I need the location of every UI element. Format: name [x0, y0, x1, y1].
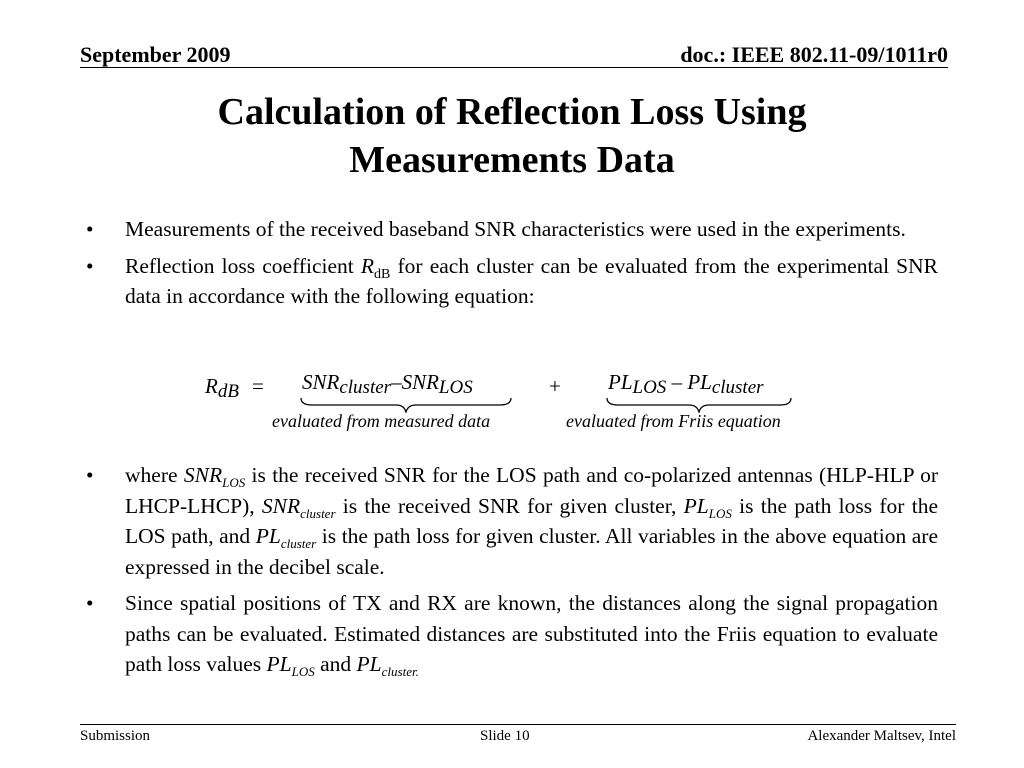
bullet-dot: • — [86, 217, 94, 241]
text: and — [314, 652, 357, 676]
bullet-friis: • Since spatial positions of TX and RX are known, the distances along the signal propagation paths can be evaluated. Estimated distances are substituted into the Friis equation to evaluate path loss values $PL_{LOS}$ and $PL_{cluster.}$ — [86, 588, 938, 680]
text: is the received SNR for the LOS path and co-polarized antennas (HLP-HLP or LHCP-LHCP), — [125, 463, 938, 518]
eq-label-measured: evaluated from measured data — [272, 411, 491, 431]
eq-term-pl: $PL_{LOS} - PL_{cluster}$ — [608, 370, 764, 398]
var-pl-los: PL — [266, 652, 292, 676]
footer-author: Alexander Maltsev, Intel — [807, 728, 956, 744]
bullet-dot: • — [86, 463, 94, 487]
header-date: September 2009 — [80, 42, 231, 67]
eq-lhs: $R_{dB}$ — [205, 374, 239, 402]
bullet-measurements — [86, 214, 938, 245]
var-pl-cluster: PL — [255, 524, 281, 548]
bullet-dot: • — [86, 253, 94, 278]
bullet-text-pre: Reflection loss coefficient — [125, 253, 361, 278]
bullet-variables: • where $SNR_{LOS}$ is the received SNR for the LOS path and co-polarized antennas (HLP-HLP or LHCP-LHCP), $SNR_{cluster}$ is the received SNR for given cluster, $PL_{LOS}$ is the path loss for the LOS path, and $PL_{cluster}$ is the path loss for given cluster. All variables in the above equation are expressed in the decibel scale. — [86, 460, 938, 582]
bullet-list-top — [86, 214, 938, 318]
bullet-text: Measurements of the received baseband SNR characteristics were used in the experiments. — [125, 217, 906, 241]
title-line-2: Measurements Data — [349, 139, 675, 181]
bullet-text-post: for each cluster can be evaluated from the experimental SNR data in accordance with the following equation: — [125, 253, 938, 308]
var-r-sub: dB — [374, 266, 391, 282]
bullet-reflection-coefficient — [86, 251, 938, 312]
header-doc-id: doc.: IEEE 802.11-09/1011r0 — [680, 42, 948, 67]
text: where — [125, 463, 184, 487]
eq-plus: + — [549, 374, 561, 398]
bullet-list-bottom — [86, 460, 938, 686]
slide-title — [100, 88, 924, 184]
var-snr-cluster: SNR — [261, 493, 301, 518]
var-r: R — [360, 253, 375, 278]
var-pl-cluster: PL — [356, 652, 382, 676]
header-divider — [80, 67, 948, 68]
text: is the path loss for the LOS path, and — [125, 493, 938, 548]
eq-label-friis: evaluated from Friis equation — [566, 411, 781, 431]
bullet-dot: • — [86, 591, 94, 615]
text: Since spatial positions of TX and RX are known, the distances along the signal propagation paths can be evaluated. Estimated distances are substituted into the Friis equation to evaluate path loss values — [125, 591, 938, 676]
text: is the path loss for given cluster. All variables in the above equation are expressed in the decibel scale. — [125, 524, 939, 579]
var-pl-los: PL — [683, 493, 709, 518]
eq-equals: = — [252, 374, 264, 398]
footer-submission: Submission — [80, 728, 151, 744]
footer-divider — [80, 724, 956, 725]
eq-term-snr: $SNR_{cluster}-SNR_{LOS}$ — [302, 370, 473, 398]
footer-slide-number: Slide 10 — [480, 728, 530, 744]
title-line-1: Calculation of Reflection Loss Using — [217, 91, 807, 133]
text: is the received SNR for given cluster, — [335, 493, 684, 518]
var-snr-los: SNR — [183, 463, 223, 487]
